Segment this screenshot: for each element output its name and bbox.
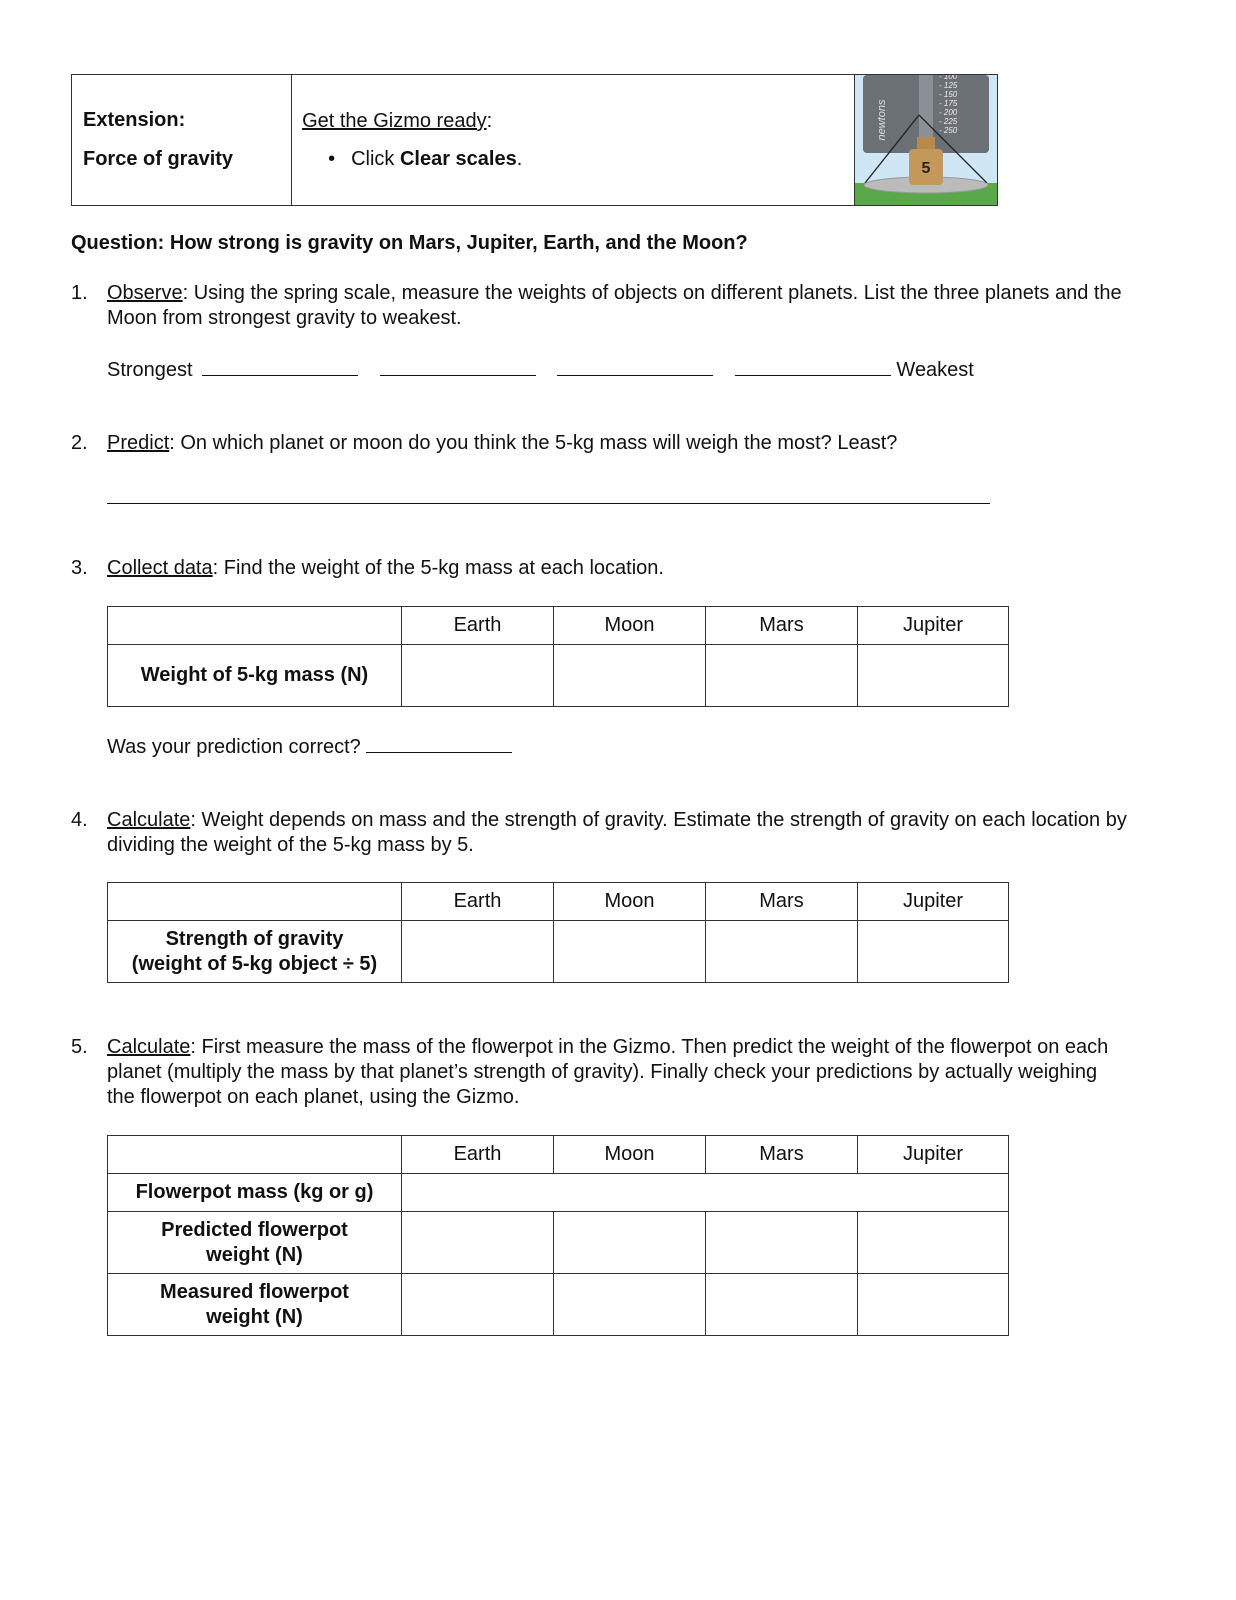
scale-tick-label: - 225 bbox=[938, 117, 958, 126]
empty-header-cell bbox=[108, 607, 402, 645]
q4-text bbox=[107, 808, 1147, 858]
rank-blank-3[interactable] bbox=[557, 357, 713, 376]
q4-body: : Weight depends on mass and the strength of gravity. Estimate the strength of gravity on each location by dividing the weight of the 5-kg mass by 5. bbox=[107, 809, 1127, 856]
q4-number: 4. bbox=[71, 809, 88, 831]
scale-image-cell bbox=[854, 75, 997, 206]
colon: : bbox=[486, 110, 493, 132]
q2-term: Predict bbox=[107, 432, 170, 454]
scale-tick-label: - 125 bbox=[938, 81, 958, 90]
col-mars: Mars bbox=[706, 1136, 858, 1174]
q3-term: Collect data bbox=[107, 557, 213, 579]
input-cell[interactable] bbox=[706, 645, 858, 707]
col-mars: Mars bbox=[706, 883, 858, 921]
rank-blank-4[interactable] bbox=[735, 357, 891, 376]
input-cell[interactable] bbox=[554, 1274, 706, 1336]
weakest-label: Weakest bbox=[896, 359, 974, 381]
row-label-line: Strength of gravity bbox=[165, 927, 344, 950]
q5-term: Calculate bbox=[107, 1036, 191, 1058]
input-cell[interactable] bbox=[858, 1212, 1009, 1274]
q1-term: Observe bbox=[107, 282, 183, 304]
q2-number: 2. bbox=[71, 432, 88, 454]
col-moon: Moon bbox=[554, 883, 706, 921]
q1-text bbox=[107, 281, 1147, 331]
row-label-mass: Flowerpot mass (kg or g) bbox=[108, 1174, 402, 1212]
input-cell[interactable] bbox=[554, 921, 706, 983]
input-cell[interactable] bbox=[858, 1274, 1009, 1336]
strongest-label: Strongest bbox=[107, 359, 193, 381]
prediction-line bbox=[107, 734, 512, 759]
extension-cell bbox=[72, 75, 292, 206]
rank-blank-1[interactable] bbox=[202, 357, 358, 376]
input-cell[interactable] bbox=[706, 921, 858, 983]
input-cell[interactable] bbox=[554, 645, 706, 707]
q1-number: 1. bbox=[71, 282, 88, 304]
extension-title: Force of gravity bbox=[83, 148, 234, 170]
row-label-line: weight (N) bbox=[206, 1243, 303, 1266]
q1-body: : Using the spring scale, measure the weights of objects on different planets. List the three planets and the Moon from strongest gravity to weakest. bbox=[107, 282, 1122, 329]
input-cell[interactable] bbox=[402, 645, 554, 707]
scale-tick-label: - 250 bbox=[938, 126, 958, 135]
col-jupiter: Jupiter bbox=[858, 883, 1009, 921]
col-earth: Earth bbox=[402, 607, 554, 645]
q5-number: 5. bbox=[71, 1036, 88, 1058]
input-cell[interactable] bbox=[858, 645, 1009, 707]
scale-tick-label: - 100 bbox=[938, 75, 958, 81]
q3-number: 3. bbox=[71, 557, 88, 579]
row-label-weight: Weight of 5-kg mass (N) bbox=[108, 645, 402, 707]
col-jupiter: Jupiter bbox=[858, 607, 1009, 645]
header-table bbox=[71, 74, 998, 206]
scale-tick-label: - 175 bbox=[938, 99, 958, 108]
input-cell[interactable] bbox=[706, 1274, 858, 1336]
extension-label: Extension: bbox=[83, 109, 186, 131]
input-cell[interactable] bbox=[402, 1274, 554, 1336]
bullet: • bbox=[328, 148, 336, 170]
q4-term: Calculate bbox=[107, 809, 191, 831]
empty-header-cell bbox=[108, 883, 402, 921]
mass-input-cell[interactable] bbox=[402, 1174, 1009, 1212]
col-jupiter: Jupiter bbox=[858, 1136, 1009, 1174]
input-cell[interactable] bbox=[402, 1212, 554, 1274]
input-cell[interactable] bbox=[554, 1212, 706, 1274]
input-cell[interactable] bbox=[706, 1212, 858, 1274]
weight-table bbox=[107, 606, 1009, 707]
q2-body: : On which planet or moon do you think the 5-kg mass will weigh the most? Least? bbox=[169, 432, 898, 454]
clear-scales-label: Clear scales bbox=[399, 148, 517, 170]
col-mars: Mars bbox=[706, 607, 858, 645]
row-label-line: Measured flowerpot bbox=[160, 1280, 349, 1303]
row-label-measured bbox=[108, 1274, 402, 1336]
q3-text bbox=[107, 556, 664, 581]
input-cell[interactable] bbox=[858, 921, 1009, 983]
period: . bbox=[516, 148, 523, 170]
col-earth: Earth bbox=[402, 1136, 554, 1174]
newtons-label: newtons bbox=[875, 99, 888, 141]
q2-text bbox=[107, 431, 1147, 456]
gravity-table bbox=[107, 882, 1009, 983]
prediction-question: Was your prediction correct? bbox=[107, 736, 361, 758]
row-label-line: Predicted flowerpot bbox=[161, 1218, 348, 1241]
col-earth: Earth bbox=[402, 883, 554, 921]
ranking-line bbox=[107, 357, 974, 382]
q3-body: : Find the weight of the 5-kg mass at each location. bbox=[212, 557, 664, 579]
q2-answer-line[interactable] bbox=[107, 503, 990, 504]
prediction-blank[interactable] bbox=[366, 734, 512, 753]
gizmo-ready-cell bbox=[292, 75, 855, 206]
rank-blank-2[interactable] bbox=[380, 357, 536, 376]
col-moon: Moon bbox=[554, 607, 706, 645]
empty-header-cell bbox=[108, 1136, 402, 1174]
scale-tick-label: - 200 bbox=[938, 108, 958, 117]
input-cell[interactable] bbox=[402, 921, 554, 983]
row-label-line: (weight of 5-kg object ÷ 5) bbox=[131, 952, 378, 975]
q5-body: : First measure the mass of the flowerpot in the Gizmo. Then predict the weight of the flowerpot on each planet (multiply the mass by that planet’s strength of gravity). Finally check your predictions by actually weighing the flowerpot on each planet, using the Gizmo. bbox=[107, 1036, 1109, 1108]
spring-scale-image bbox=[855, 75, 997, 205]
row-label-predicted bbox=[108, 1212, 402, 1274]
row-label-line: weight (N) bbox=[206, 1305, 303, 1328]
col-moon: Moon bbox=[554, 1136, 706, 1174]
mass-label: 5 bbox=[921, 160, 931, 177]
row-label-gravity bbox=[108, 921, 402, 983]
q5-text bbox=[107, 1035, 1127, 1110]
main-question: Question: How strong is gravity on Mars, Jupiter, Earth, and the Moon? bbox=[71, 232, 748, 254]
click-text: Click bbox=[351, 148, 400, 170]
gizmo-ready-title: Get the Gizmo ready bbox=[302, 110, 487, 132]
scale-tick-label: - 150 bbox=[938, 90, 958, 99]
flowerpot-table bbox=[107, 1135, 1009, 1336]
